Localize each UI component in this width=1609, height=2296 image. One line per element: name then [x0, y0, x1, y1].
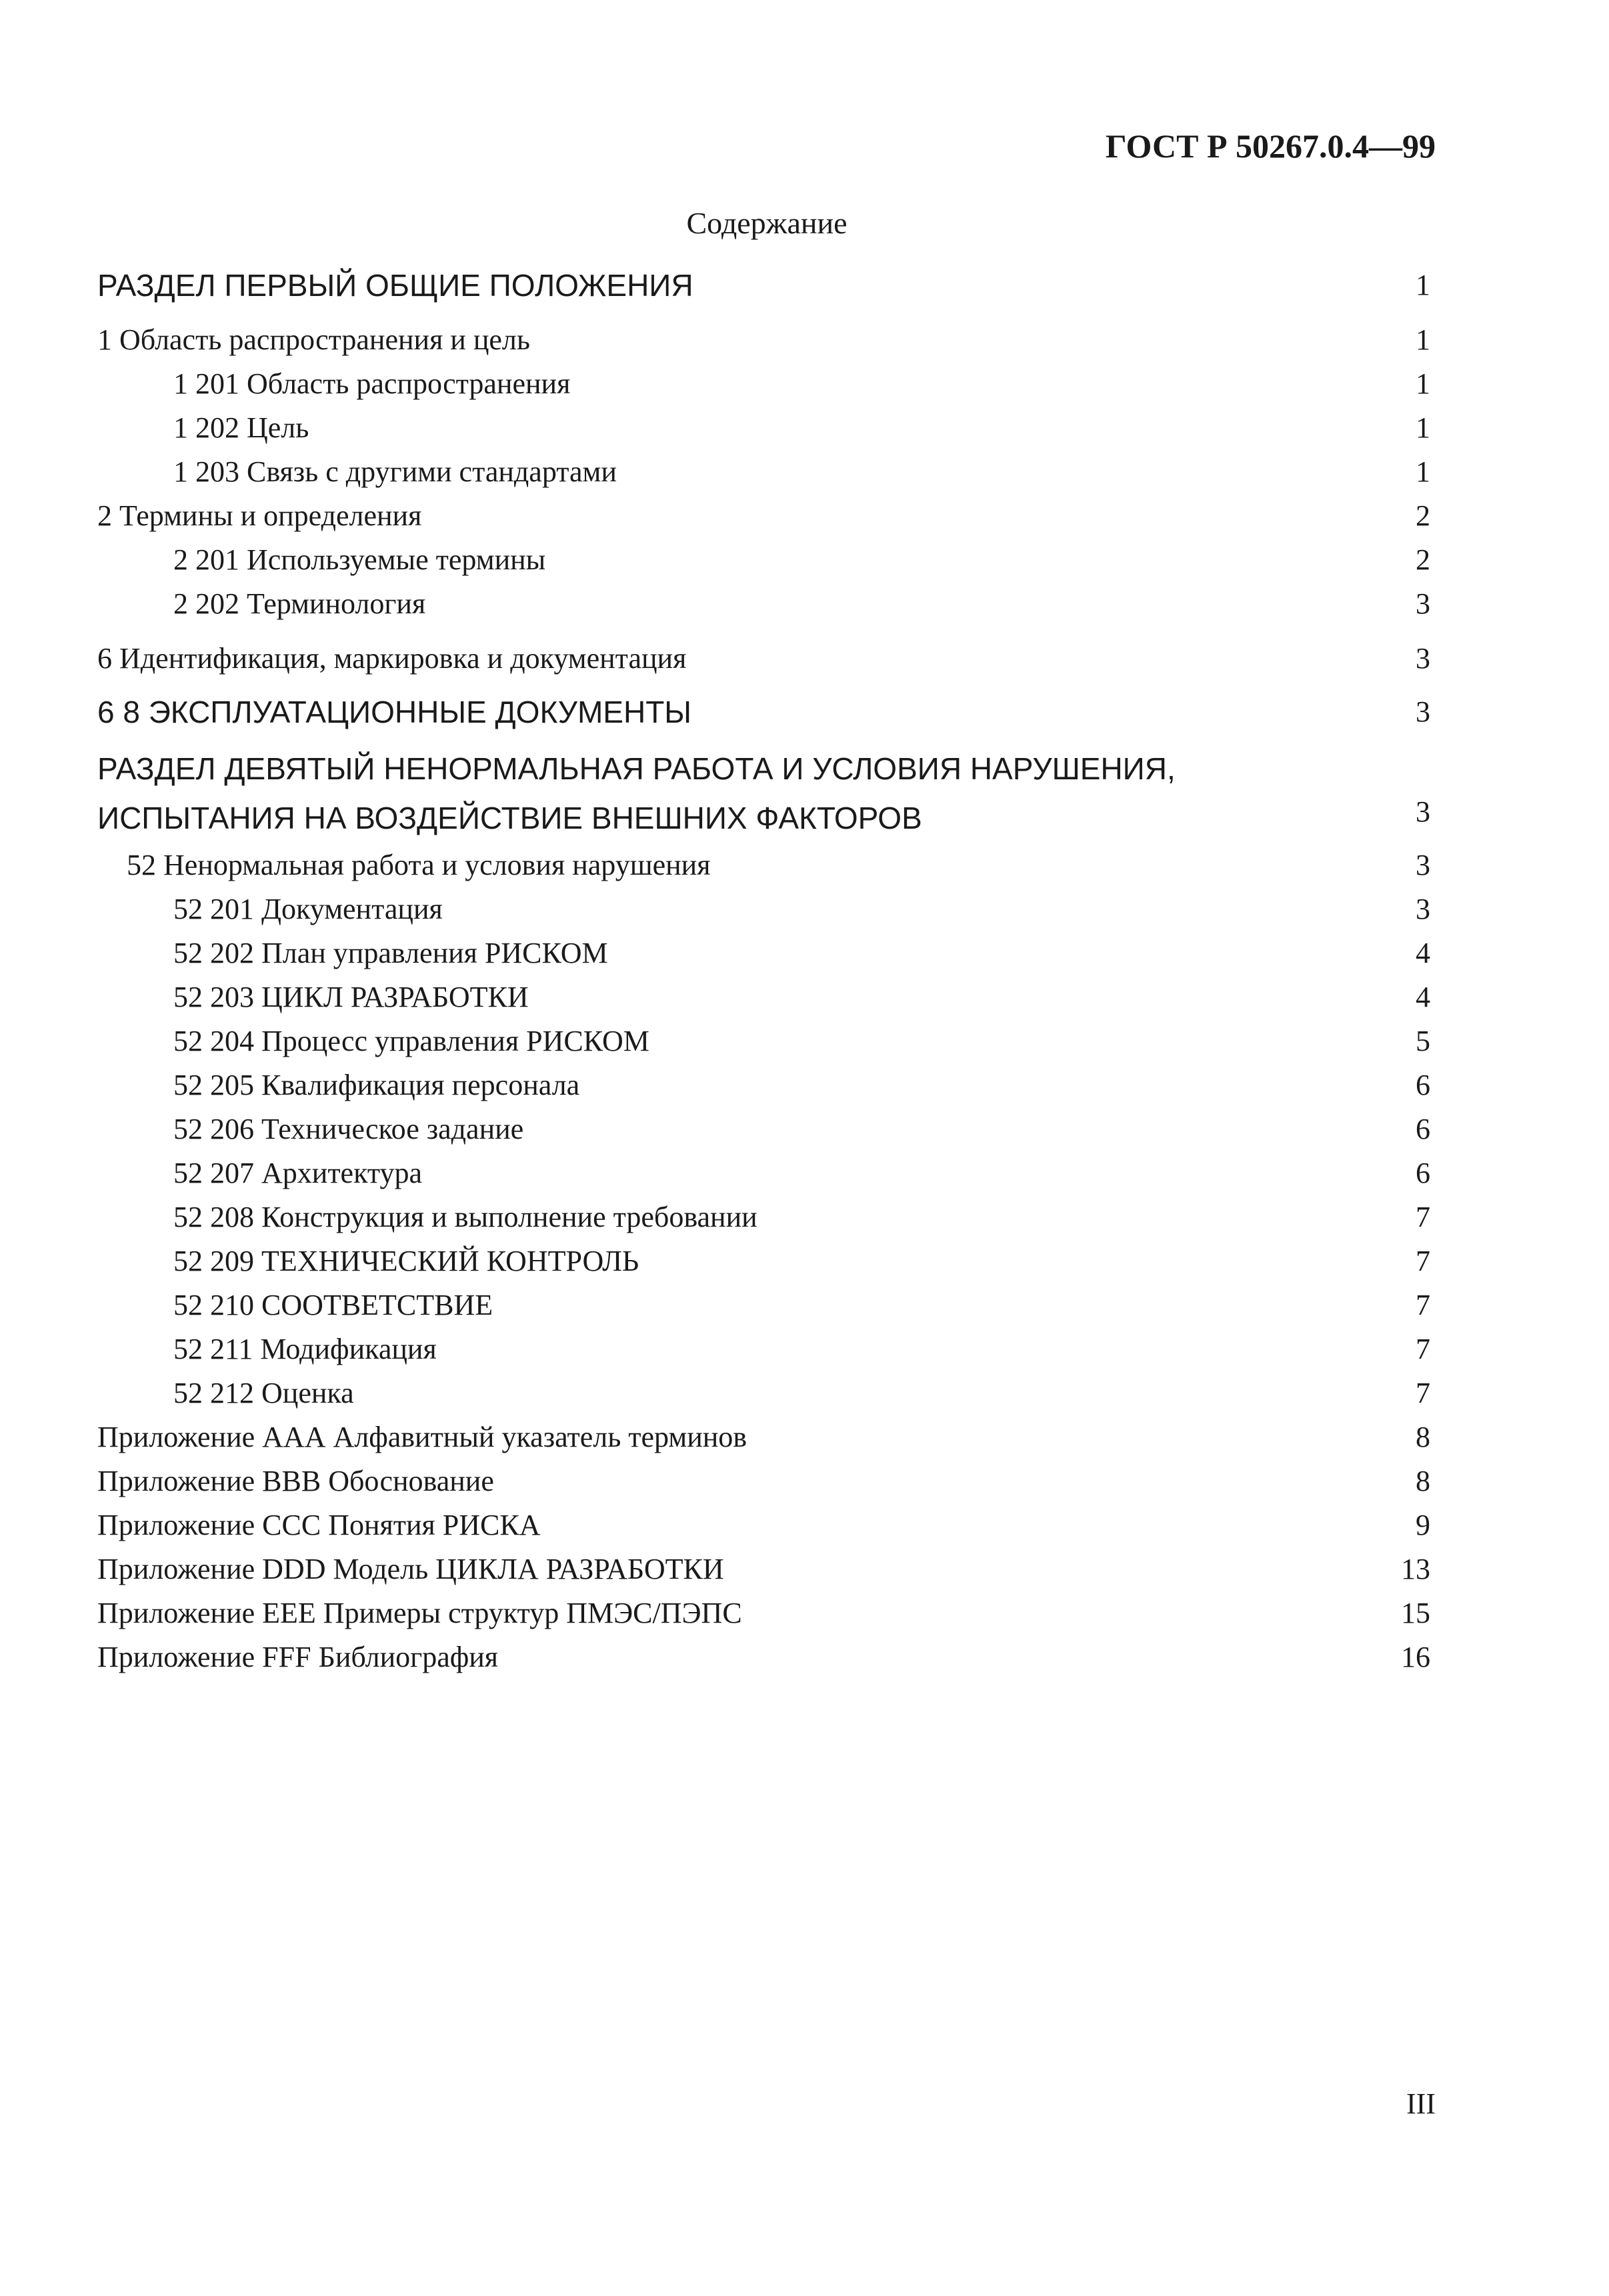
toc-entry-page: 5 [1416, 1025, 1430, 1057]
toc-entry-clause-1[interactable] [0, 320, 1609, 360]
toc-entry-page: 1 [1416, 367, 1430, 400]
toc-entry-page: 1 [1416, 455, 1430, 488]
toc-entry-page: 7 [1416, 1377, 1430, 1409]
toc-entry-label: 52 202 План управления РИСКОМ [173, 937, 608, 969]
toc-entry-52-203[interactable] [0, 977, 1609, 1017]
toc-entry-page: 3 [1416, 587, 1430, 620]
toc-entry-page: 16 [1401, 1641, 1430, 1673]
toc-entry-1-201[interactable] [0, 364, 1609, 404]
toc-entry-annex-ccc[interactable] [0, 1505, 1609, 1545]
toc-entry-label [97, 744, 1176, 843]
toc-entry-section-9[interactable] [0, 744, 1609, 835]
toc-entry-label: 52 206 Техническое задание [173, 1113, 524, 1145]
toc-entry-label: 6 Идентификация, маркировка и документация [97, 642, 687, 675]
toc-entry-52-207[interactable] [0, 1153, 1609, 1193]
toc-entry-clause-2[interactable] [0, 496, 1609, 536]
toc-entry-label: 1 201 Область распространения [173, 367, 571, 400]
toc-entry-page: 6 [1416, 1113, 1430, 1145]
toc-entry-page: 3 [1416, 795, 1430, 828]
toc-entry-page: 3 [1416, 849, 1430, 881]
toc-entry-label-line2: ИСПЫТАНИЯ НА ВОЗДЕЙСТВИЕ ВНЕШНИХ ФАКТОРОВ [97, 801, 922, 835]
toc-entry-annex-bbb[interactable] [0, 1461, 1609, 1501]
toc-entry-label: Приложение DDD Модель ЦИКЛА РАЗРАБОТКИ [97, 1553, 724, 1585]
toc-entry-52-209[interactable] [0, 1241, 1609, 1281]
toc-entry-52-202[interactable] [0, 933, 1609, 973]
toc-entry-page: 2 [1416, 499, 1430, 532]
toc-entry-label: Приложение ССС Понятия РИСКА [97, 1509, 541, 1541]
toc-entry-label: РАЗДЕЛ ПЕРВЫЙ ОБЩИЕ ПОЛОЖЕНИЯ [97, 268, 693, 303]
toc-entry-page: 8 [1416, 1465, 1430, 1497]
toc-entry-label: Приложение ААА Алфавитный указатель терминов [97, 1421, 747, 1453]
toc-entry-52-208[interactable] [0, 1197, 1609, 1237]
toc-entry-page: 2 [1416, 543, 1430, 576]
toc-entry-2-201[interactable] [0, 540, 1609, 580]
toc-entry-annex-ddd[interactable] [0, 1549, 1609, 1589]
toc-entry-annex-aaa[interactable] [0, 1417, 1609, 1457]
toc-entry-page: 8 [1416, 1421, 1430, 1453]
toc-entry-label: 52 205 Квалификация персонала [173, 1069, 580, 1101]
toc-entry-label: 52 210 СООТВЕТСТВИЕ [173, 1289, 493, 1321]
toc-entry-label: 52 212 Оценка [173, 1377, 354, 1409]
toc-entry-label: 2 201 Используемые термины [173, 543, 546, 576]
toc-entry-52-204[interactable] [0, 1021, 1609, 1061]
toc-entry-page: 1 [1416, 323, 1430, 356]
toc-entry-page: 6 [1416, 1069, 1430, 1101]
toc-title: Содержание [686, 206, 848, 240]
toc-entry-label: 1 203 Связь с другими стандартами [173, 455, 617, 488]
toc-entry-label: Приложение ЕЕЕ Примеры структур ПМЭС/ПЭПС [97, 1597, 742, 1629]
toc-entry-annex-fff[interactable] [0, 1637, 1609, 1677]
toc-entry-label: 52 207 Архитектура [173, 1157, 423, 1189]
toc-entry-label: 52 208 Конструкция и выполнение требовании [173, 1201, 757, 1233]
toc-entry-label: 52 203 ЦИКЛ РАЗРАБОТКИ [173, 981, 529, 1013]
toc-entry-page: 6 [1416, 1157, 1430, 1189]
toc-entry-label: 52 211 Модификация [173, 1333, 437, 1365]
toc-entry-label-line1: РАЗДЕЛ ДЕВЯТЫЙ НЕНОРМАЛЬНАЯ РАБОТА И УСЛОВИЯ НАРУШЕНИЯ, [97, 751, 1176, 786]
toc-entry-6-8[interactable] [0, 692, 1609, 732]
header-document-code: ГОСТ Р 50267.0.4—99 [1105, 127, 1436, 165]
toc-entry-page: 7 [1416, 1333, 1430, 1365]
toc-entry-label: Приложение ВВВ Обоснование [97, 1465, 494, 1497]
toc-entry-page: 13 [1401, 1553, 1430, 1585]
toc-entry-label: 6 8 ЭКСПЛУАТАЦИОННЫЕ ДОКУМЕНТЫ [97, 695, 692, 729]
toc-entry-label: 1 202 Цель [173, 411, 309, 444]
toc-entry-page: 3 [1416, 695, 1430, 728]
toc-entry-page: 7 [1416, 1201, 1430, 1233]
toc-entry-label: 52 204 Процесс управления РИСКОМ [173, 1025, 649, 1057]
toc-entry-52-201[interactable] [0, 889, 1609, 929]
toc-entry-clause-52[interactable] [0, 845, 1609, 885]
toc-entry-52-211[interactable] [0, 1329, 1609, 1369]
toc-entry-annex-eee[interactable] [0, 1593, 1609, 1633]
toc-entry-page: 4 [1416, 981, 1430, 1013]
toc-entry-section-1[interactable] [0, 265, 1609, 305]
toc-entry-1-203[interactable] [0, 452, 1609, 492]
toc-entry-52-206[interactable] [0, 1109, 1609, 1149]
toc-entry-page: 7 [1416, 1289, 1430, 1321]
toc-entry-label: 52 Ненормальная работа и условия нарушения [127, 849, 711, 881]
toc-entry-52-210[interactable] [0, 1285, 1609, 1325]
toc-entry-page: 4 [1416, 937, 1430, 969]
page-number: III [1406, 2087, 1436, 2120]
toc-entry-page: 1 [1416, 269, 1430, 301]
toc-entry-1-202[interactable] [0, 408, 1609, 448]
toc-entry-clause-6[interactable] [0, 639, 1609, 679]
toc-entry-page: 7 [1416, 1245, 1430, 1277]
toc-entry-page: 15 [1401, 1597, 1430, 1629]
toc-entry-page: 3 [1416, 893, 1430, 925]
toc-entry-2-202[interactable] [0, 584, 1609, 624]
toc-entry-page: 3 [1416, 642, 1430, 675]
toc-entry-page: 1 [1416, 411, 1430, 444]
toc-entry-label: Приложение FFF Библиография [97, 1641, 499, 1673]
toc-entry-52-212[interactable] [0, 1373, 1609, 1413]
toc-entry-page: 9 [1416, 1509, 1430, 1541]
toc-entry-label: 52 209 ТЕХНИЧЕСКИЙ КОНТРОЛЬ [173, 1245, 639, 1277]
toc-entry-label: 1 Область распространения и цель [97, 323, 530, 356]
toc-entry-52-205[interactable] [0, 1065, 1609, 1105]
toc-entry-label: 52 201 Документация [173, 893, 443, 925]
toc-entry-label: 2 Термины и определения [97, 499, 422, 532]
toc-entry-label: 2 202 Терминология [173, 587, 426, 620]
